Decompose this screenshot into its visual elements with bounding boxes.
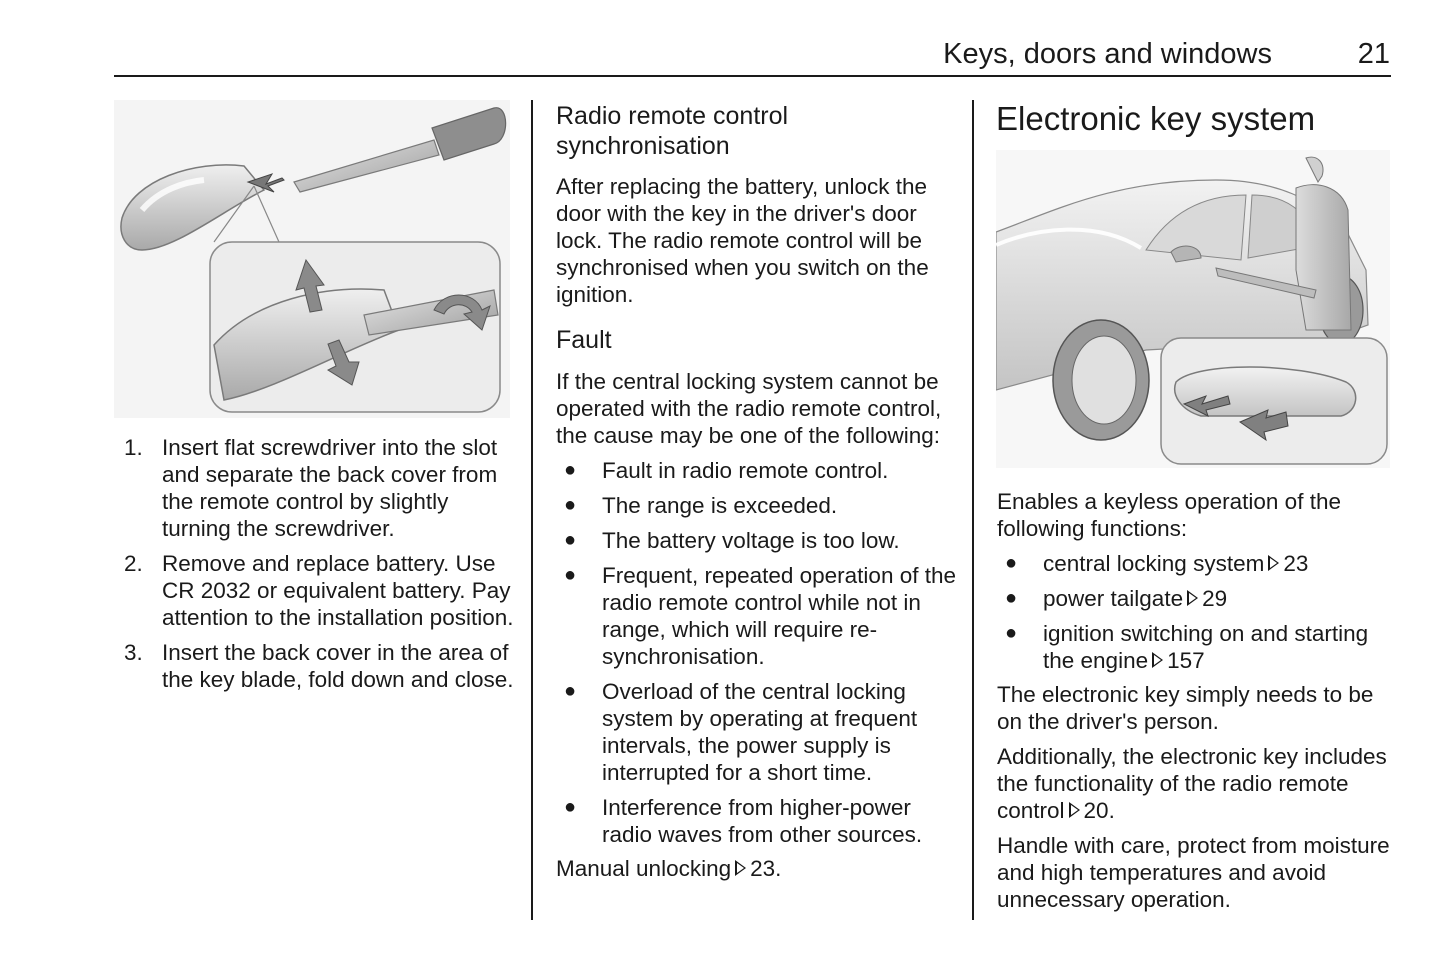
page-ref-icon — [1187, 590, 1198, 606]
list-item — [556, 562, 956, 670]
bullet-icon: ● — [1005, 622, 1018, 644]
page-ref-icon — [1268, 555, 1279, 571]
step-item — [124, 550, 519, 631]
manual-unlocking-text: Manual unlocking — [556, 856, 732, 881]
list-item — [556, 794, 956, 848]
keyless-para-2-text: Additionally, the electronic key includes the functionality of the radio remote control — [997, 744, 1387, 823]
bullet-icon: ● — [564, 564, 577, 586]
page-ref-icon — [1069, 802, 1080, 818]
column-divider-right — [972, 100, 974, 920]
fault-item-text: Overload of the central locking system by operating at frequent intervals, the power supply is interrupted for a short time. — [602, 679, 918, 785]
key-battery-illustration — [114, 100, 510, 418]
page-ref-icon — [1152, 652, 1163, 668]
fault-item-text: Interference from higher-power radio waves from other sources. — [602, 795, 923, 847]
page-header-title: Keys, doors and windows — [943, 38, 1272, 70]
function-page: 29 — [1202, 586, 1228, 611]
bullet-icon: ● — [564, 529, 577, 551]
list-item — [556, 492, 956, 519]
bullet-icon: ● — [1005, 552, 1018, 574]
page-number: 21 — [1357, 38, 1390, 70]
list-item — [556, 527, 956, 554]
step-item — [124, 639, 519, 693]
fault-heading: Fault — [556, 326, 612, 354]
bullet-icon: ● — [564, 459, 577, 481]
keyless-intro: Enables a keyless operation of the following functions: — [997, 489, 1341, 541]
keyless-para-1: The electronic key simply needs to be on the driver's person. — [997, 682, 1374, 734]
manual-unlocking-page: 23. — [750, 856, 782, 881]
sync-text: After replacing the battery, unlock the door with the key in the driver's door lock. The radio remote control will be synchronised when you switch on the ignition. — [556, 174, 929, 307]
manual-unlocking-ref[interactable] — [556, 855, 956, 882]
keyless-car-illustration — [996, 150, 1390, 468]
function-page: 23 — [1283, 551, 1309, 576]
keyless-para-2-page: 20. — [1083, 798, 1115, 823]
fault-item-text: Fault in radio remote control. — [602, 458, 889, 483]
bullet-icon: ● — [564, 680, 577, 702]
fault-item-text: Frequent, repeated operation of the radio remote control while not in range, which will require re-synchronisation. — [602, 563, 957, 669]
step-text: Insert the back cover in the area of the key blade, fold down and close. — [162, 640, 514, 692]
header-rule — [114, 75, 1391, 77]
fault-intro: If the central locking system cannot be operated with the radio remote control, the cause may be one of the following: — [556, 369, 942, 448]
middle-column — [556, 101, 956, 882]
keyless-para-3: Handle with care, protect from moisture and high temperatures and avoid unnecessary operation. — [997, 833, 1390, 912]
step-number: 3. — [124, 640, 143, 665]
bullet-icon: ● — [564, 796, 577, 818]
list-item[interactable] — [997, 550, 1397, 577]
sync-heading: Radio remote control synchronisation — [556, 102, 789, 160]
step-number: 2. — [124, 551, 143, 576]
step-number: 1. — [124, 435, 143, 460]
step-text: Remove and replace battery. Use CR 2032 or equivalent battery. Pay attention to the installation position. — [162, 551, 514, 630]
function-text: central locking system — [1043, 551, 1265, 576]
battery-steps — [124, 434, 519, 701]
fault-item-text: The battery voltage is too low. — [602, 528, 900, 553]
bullet-icon: ● — [564, 494, 577, 516]
section-heading: Electronic key system — [996, 100, 1316, 137]
fault-item-text: The range is exceeded. — [602, 493, 838, 518]
list-item — [556, 678, 956, 786]
list-item[interactable] — [997, 585, 1397, 612]
fault-list — [556, 457, 956, 848]
function-page: 157 — [1167, 648, 1205, 673]
right-column — [997, 488, 1397, 913]
page-ref-icon — [735, 860, 746, 876]
function-text: ignition switching on and starting the engine — [1043, 621, 1369, 673]
function-text: power tailgate — [1043, 586, 1184, 611]
keyless-para-2[interactable] — [997, 743, 1397, 824]
list-item — [556, 457, 956, 484]
list-item[interactable] — [997, 620, 1397, 674]
keyless-functions-list — [997, 550, 1397, 674]
bullet-icon: ● — [1005, 587, 1018, 609]
step-text: Insert flat screwdriver into the slot and separate the back cover from the remote control by slightly turning the screwdriver. — [162, 435, 498, 541]
step-item — [124, 434, 519, 542]
column-divider-left — [531, 100, 533, 920]
